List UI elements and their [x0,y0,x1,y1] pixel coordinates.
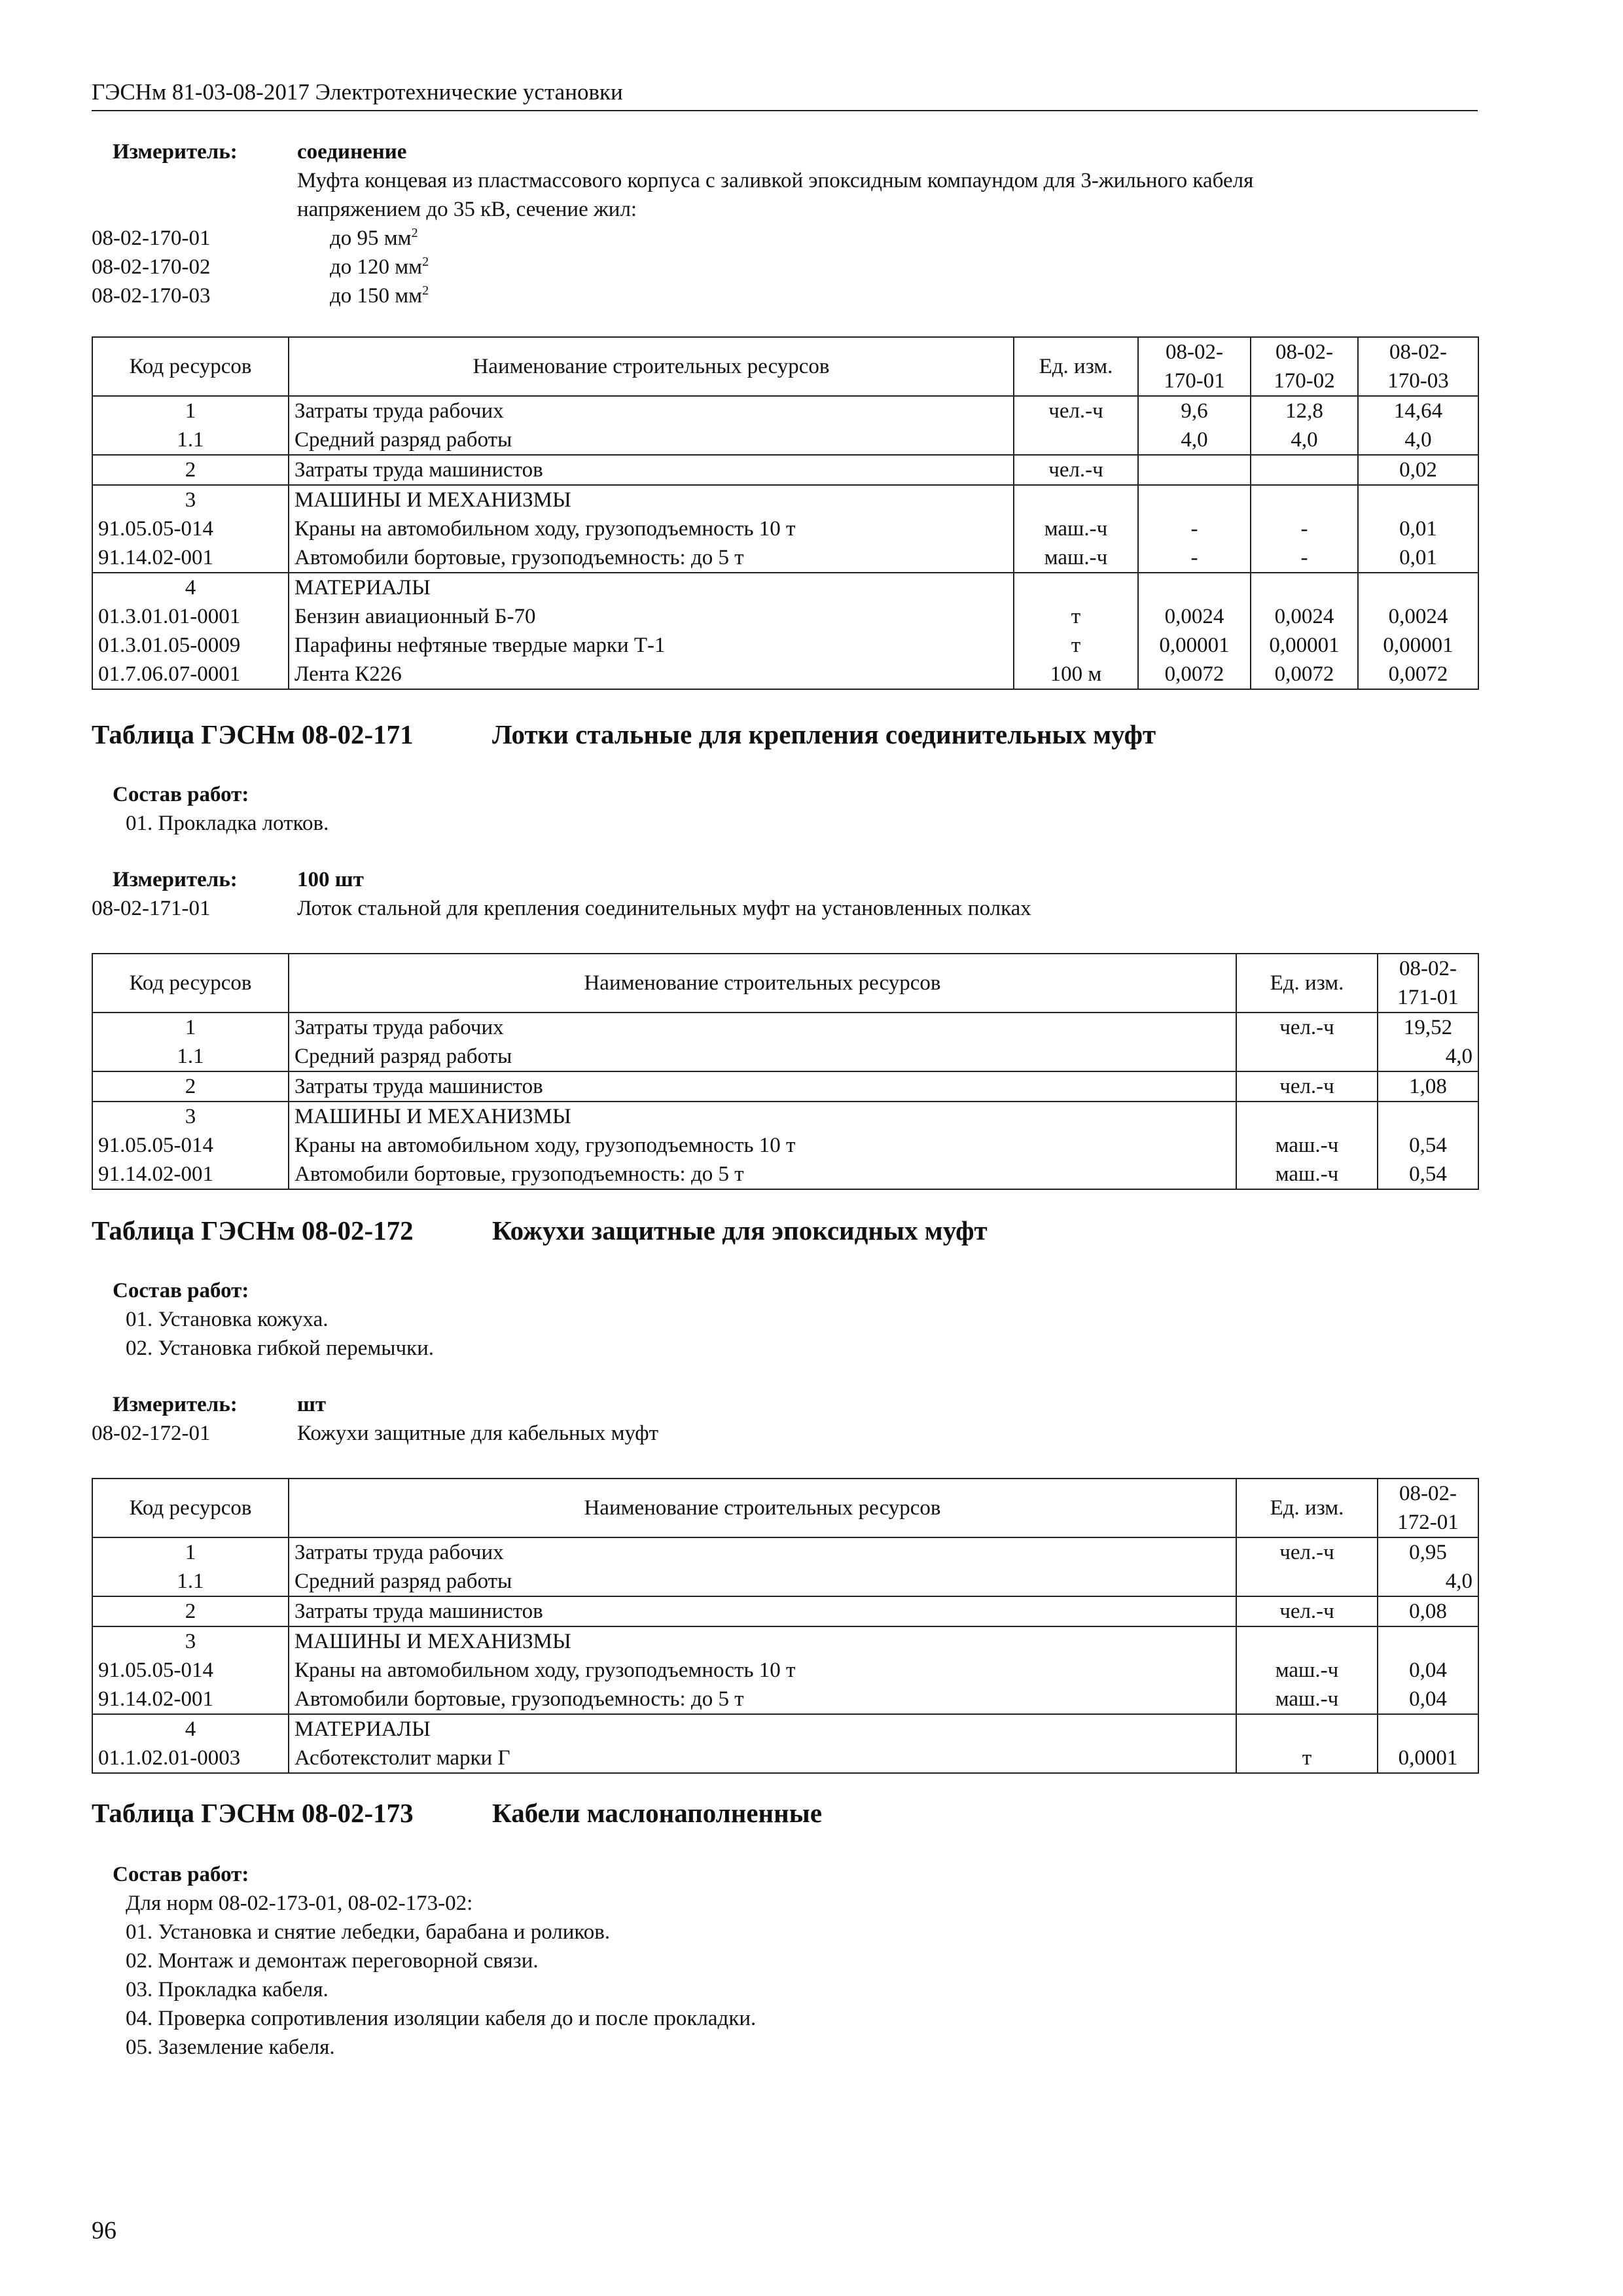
table-title-172: Таблица ГЭСНм 08-02-172 Кожухи защитные для эпоксидных муфт [92,1215,988,1246]
variant-row [92,253,1478,281]
variant-description-cont: напряжением до 35 кВ, сечение жил: [297,198,637,221]
work-list-173 [92,1860,1478,2062]
table-header-row: Код ресурсов Наименование строительных ресурсов Ед. изм. 08-02- 172-01 [92,1479,1478,1537]
table-row: 1 Затраты труда рабочих чел.-ч 19,52 [92,1013,1478,1042]
meter-block-172 [92,1390,1478,1448]
table-row: 1 Затраты труда рабочих чел.-ч 0,95 [92,1537,1478,1567]
resources-table-170 [92,336,1479,690]
table-row: 01.1.02.01-0003 Асботекстолит марки Г т 0,0001 [92,1744,1478,1773]
table-row: 91.14.02-001 Автомобили бортовые, грузоподъемность: до 5 т маш.-ч - - 0,01 [92,543,1478,573]
table-section-row: 3 МАШИНЫ И МЕХАНИЗМЫ [92,1102,1478,1131]
table-row: 91.14.02-001 Автомобили бортовые, грузоподъемность: до 5 т маш.-ч 0,04 [92,1685,1478,1714]
work-intro: Для норм 08-02-173-01, 08-02-173-02: [126,1892,473,1915]
header-norm-1: 08-02- 170-01 [1138,337,1251,396]
meter-label: Измеритель: [113,1393,238,1416]
table-header-row: Код ресурсов Наименование строительных ресурсов Ед. изм. 08-02- 171-01 [92,954,1478,1013]
table-title-171: Таблица ГЭСНм 08-02-171 Лотки стальные для крепления соединительных муфт [92,719,1156,749]
meter-value: соединение [297,140,407,164]
page-number: 96 [92,2217,116,2244]
meter-label: Измеритель: [113,868,238,891]
variant-row [92,224,1478,253]
variant-description: Муфта концевая из пластмассового корпуса с заливкой эпоксидным компаундом для 3-жильного кабеля [297,169,1254,192]
variant-description: Лоток стальной для крепления соединительных муфт на установленных полках [297,897,1031,920]
variant-text: до 95 $мм^2$ [330,226,418,250]
table-section-row: 3 МАШИНЫ И МЕХАНИЗМЫ [92,1626,1478,1656]
work-list-172 [92,1276,1478,1363]
work-item: 02. Монтаж и демонтаж переговорной связи. [126,1949,539,1973]
table-row: 91.05.05-014 Краны на автомобильном ходу, грузоподъемность 10 т маш.-ч - - 0,01 [92,514,1478,543]
table-row: 1.1 Средний разряд работы 4,0 4,0 4,0 [92,425,1478,455]
work-item: 01. Прокладка лотков. [126,812,329,835]
meter-value: шт [297,1393,327,1416]
table-row: 01.7.06.07-0001 Лента К226 100 м 0,0072 0,0072 0,0072 [92,660,1478,689]
meter-label: Измеритель: [113,140,238,164]
work-item: 03. Прокладка кабеля. [126,1978,329,2001]
table-section-row: 4 МАТЕРИАЛЫ [92,573,1478,602]
header-unit: Ед. изм. [1014,337,1138,396]
table-row: 2 Затраты труда машинистов чел.-ч 1,08 [92,1071,1478,1102]
header-norm-3: 08-02- 170-03 [1358,337,1478,396]
table-row: 91.05.05-014 Краны на автомобильном ходу, грузоподъемность 10 т маш.-ч 0,54 [92,1131,1478,1160]
table-header-row [92,337,1478,396]
work-label: Состав работ: [113,783,249,806]
variant-code: 08-02-171-01 [92,897,211,920]
variant-code: 08-02-170-01 [92,226,211,250]
variant-description: Кожухи защитные для кабельных муфт [297,1422,658,1445]
variant-code: 08-02-170-02 [92,255,211,279]
meter-value: 100 шт [297,868,364,891]
table-title-173: Таблица ГЭСНм 08-02-173 Кабели маслонаполненные [92,1798,823,1828]
table-row: 2 Затраты труда машинистов чел.-ч 0,02 [92,455,1478,485]
table-row: 1 Затраты труда рабочих чел.-ч 9,6 12,8 14,64 [92,396,1478,425]
meter-block-171 [92,865,1478,923]
resources-table-171 [92,953,1479,1190]
variant-text: до 120 $мм^2$ [330,255,429,279]
work-label: Состав работ: [113,1863,249,1886]
table-row: 91.05.05-014 Краны на автомобильном ходу, грузоподъемность 10 т маш.-ч 0,04 [92,1656,1478,1685]
variant-code: 08-02-170-03 [92,284,211,308]
header-code: Код ресурсов [92,337,289,396]
work-list-171 [92,780,1478,838]
table-section-row: 3 МАШИНЫ И МЕХАНИЗМЫ [92,485,1478,514]
header-norm-2: 08-02- 170-02 [1251,337,1358,396]
resources-table-172 [92,1478,1479,1774]
work-item: 04. Проверка сопротивления изоляции кабеля до и после прокладки. [126,2007,757,2030]
running-header: ГЭСНм 81-03-08-2017 Электротехнические установки [92,76,1478,111]
work-item: 05. Заземление кабеля. [126,2036,335,2059]
table-row: 2 Затраты труда машинистов чел.-ч 0,08 [92,1596,1478,1626]
work-item: 01. Установка и снятие лебедки, барабана и роликов. [126,1920,611,1944]
table-section-row: 4 МАТЕРИАЛЫ [92,1714,1478,1744]
table-row: 1.1 Средний разряд работы 4,0 [92,1567,1478,1596]
table-row: 91.14.02-001 Автомобили бортовые, грузоподъемность: до 5 т маш.-ч 0,54 [92,1160,1478,1189]
work-item: 02. Установка гибкой перемычки. [126,1336,434,1360]
meter-block-170 [92,137,1478,310]
variant-row [92,281,1478,310]
table-row: 01.3.01.01-0001 Бензин авиационный Б-70 т 0,0024 0,0024 0,0024 [92,602,1478,631]
work-item: 01. Установка кожуха. [126,1308,329,1331]
table-row: 01.3.01.05-0009 Парафины нефтяные твердые марки Т-1 т 0,00001 0,00001 0,00001 [92,631,1478,660]
header-name: Наименование строительных ресурсов [289,337,1014,396]
variant-code: 08-02-172-01 [92,1422,211,1445]
variant-text: до 150 $мм^2$ [330,283,429,308]
table-row: 1.1 Средний разряд работы 4,0 [92,1042,1478,1071]
work-label: Состав работ: [113,1279,249,1302]
